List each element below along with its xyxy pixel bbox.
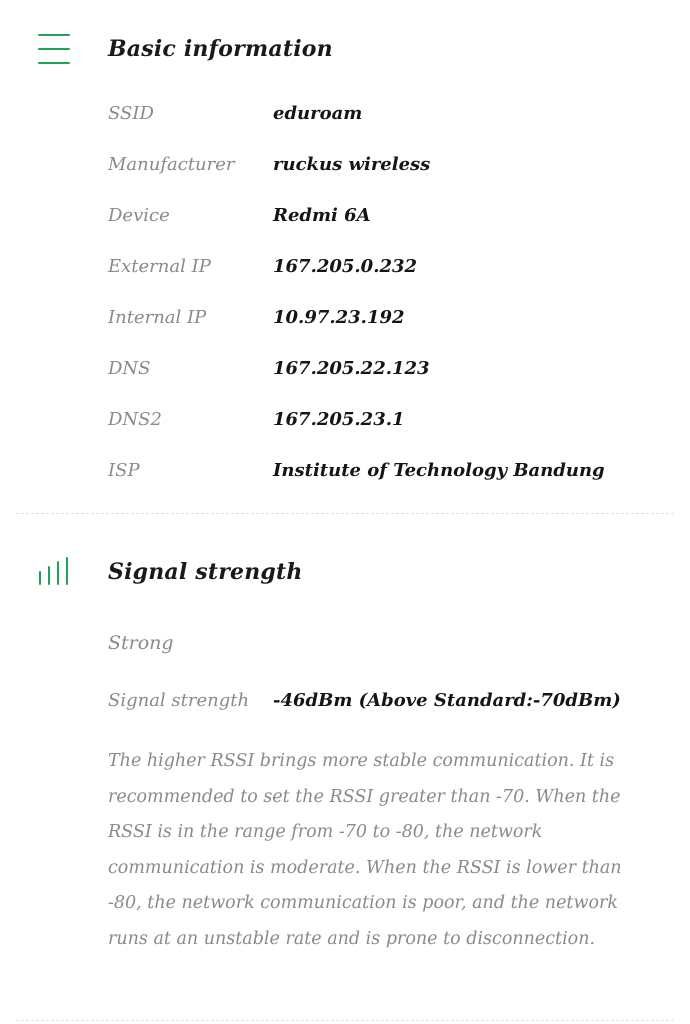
info-row-device [108, 205, 668, 235]
info-row-dns2 [108, 409, 668, 439]
info-label: Internal IP [108, 307, 207, 328]
signal-bars-icon [37, 557, 71, 585]
signal-strength-title: Signal strength [108, 559, 303, 585]
info-value: Institute of Technology Bandung [273, 460, 605, 481]
info-value: 167.205.22.123 [273, 358, 430, 379]
info-row-manufacturer [108, 154, 668, 184]
section-divider [16, 513, 674, 514]
info-label: DNS [108, 358, 151, 379]
info-value: eduroam [273, 103, 363, 124]
info-value: Redmi 6A [273, 205, 371, 226]
signal-level-text: Strong [108, 632, 174, 654]
info-label: DNS2 [108, 409, 162, 430]
info-value: ruckus wireless [273, 154, 431, 175]
section-divider [16, 1020, 674, 1021]
info-value: 167.205.23.1 [273, 409, 405, 430]
info-label: External IP [108, 256, 211, 277]
info-label: ISP [108, 460, 140, 481]
info-row-internal-ip [108, 307, 668, 337]
signal-strength-label: Signal strength [108, 690, 250, 711]
signal-description: The higher RSSI brings more stable communication. It is recommended to set the RSSI greater than -70. When the RSSI is in the range from -70 to -80, the network communication is moderate. When the RSSI is lower than -80, the network communication is poor, and the network runs at an unstable rate and is prone to disconnection. [108, 751, 622, 949]
info-label: Manufacturer [108, 154, 235, 175]
info-row-isp [108, 460, 668, 490]
signal-strength-value: -46dBm (Above Standard:-70dBm) [273, 690, 621, 711]
info-label: SSID [108, 103, 154, 124]
menu-icon [38, 32, 70, 66]
info-value: 10.97.23.192 [273, 307, 405, 328]
info-row-ssid [108, 103, 668, 133]
info-value: 167.205.0.232 [273, 256, 418, 277]
info-row-external-ip [108, 256, 668, 286]
info-label: Device [108, 205, 170, 226]
basic-information-title: Basic information [108, 36, 333, 62]
info-row-dns [108, 358, 668, 388]
